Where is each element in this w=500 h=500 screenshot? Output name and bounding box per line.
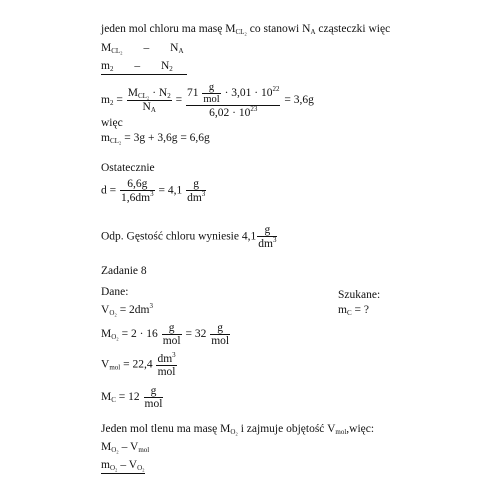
density-equation: d = $\frac{6,6g}{1,6dm^3}$ = 4,1 $\frac{g}{dm^3}$ [101, 178, 206, 205]
m2-fraction-symbolic: $\frac{M_{CL_2} \cdot N_2}{N_A}$ [127, 86, 171, 115]
answer-text: Odp. Gęstość chloru wyniesie [101, 230, 239, 243]
given-v-o2: $V_{O_2} = 2dm^3$ [101, 302, 153, 317]
given-m-c: $M_C = 12$ $\frac{g}{\text{mol}}$ [101, 385, 163, 411]
m2-eq2: = [175, 94, 183, 107]
prop1-r1-right-sub: A [178, 47, 184, 55]
equation-m2 [101, 82, 314, 119]
subscript-cl2: CL₂ [235, 28, 247, 36]
answer-line [101, 224, 278, 250]
proportion-row-1 [101, 43, 184, 55]
density-unit: $\frac{g}{dm^3}$ [187, 178, 206, 205]
given-m-o2: $M_{O_2} = 2 \cdot 16$ $\frac{g}{\text{mol}}$ = 32 $\frac{g}{\text{mol}}$ [101, 322, 230, 348]
wiec-expr: = 3g + 3,6g = 6,6g [124, 132, 210, 144]
prop1-dash-2: – [134, 60, 141, 72]
proportion-row-2 [101, 61, 187, 75]
m2-unit-g-per-mol: $\frac{g}{\text{mol}}$ [203, 82, 220, 106]
intro-line-tlen: Jeden mol tlenu ma masę $M_{O_2}$ i zajmuje objętość $V_{mol},więc$: [101, 423, 375, 436]
ostatecznie-label: Ostatecznie [101, 162, 155, 174]
prop1-r2-left: m [101, 60, 110, 72]
wiec-equation: $m_{CL_2} = 3g + 3,6g = 6,6g$ [101, 132, 210, 145]
intro-line-chlor [101, 24, 390, 36]
intro-text-a: jeden mol chloru ma masę [101, 23, 223, 35]
intro-text-c: cząsteczki więc [318, 23, 391, 35]
symbol-N: N [302, 23, 311, 35]
wiec-label: więc [101, 117, 123, 129]
given-label: Dane: [101, 286, 129, 298]
sought-label: Szukane: [338, 289, 381, 301]
proportion2-row-2: $m_{O_2} - V_{O_2}$ [101, 459, 145, 472]
answer-unit: $\frac{g}{dm^3}$ [258, 224, 277, 251]
prop1-r1-left-sub: CL₂ [111, 47, 123, 55]
prop1-r2-right: N [160, 60, 170, 72]
task-title: Zadanie 8 [101, 265, 147, 277]
m2-fraction-numeric: 71 $\frac{g}{\text{mol}}$ · $3,01 \cdot 10^{22}$ $6,02 \cdot 10^{23}$ [186, 82, 280, 120]
prop1-r1-right: N [170, 42, 179, 54]
m2-lhs-sub: 2 [109, 99, 114, 108]
answer-value: 4,1 [241, 230, 257, 243]
prop1-r2-right-sub: 2 [169, 65, 173, 73]
m2-lhs: m [101, 94, 110, 107]
prop1-r2-left-sub: 2 [109, 65, 114, 73]
intro-text-b: co stanowi [249, 23, 300, 35]
given-v-mol: $V_{mol} = 22,4$ $\frac{dm^3}{\text{mol}}$ [101, 351, 176, 379]
m2-eq: = [116, 94, 123, 107]
density-fraction: $\frac{6,6g}{1,6dm^3}$ [121, 178, 154, 205]
prop1-dash: – [143, 42, 150, 54]
prop1-r1-left: M [101, 42, 112, 54]
symbol-M: M [225, 23, 236, 35]
proportion2-row-1: $M_{O_2} - V_{mol}$ [101, 441, 150, 454]
m2-result: = 3,6g [284, 94, 314, 107]
sought-value: $m_C$ = ? [338, 304, 369, 317]
subscript-A: A [310, 28, 316, 36]
